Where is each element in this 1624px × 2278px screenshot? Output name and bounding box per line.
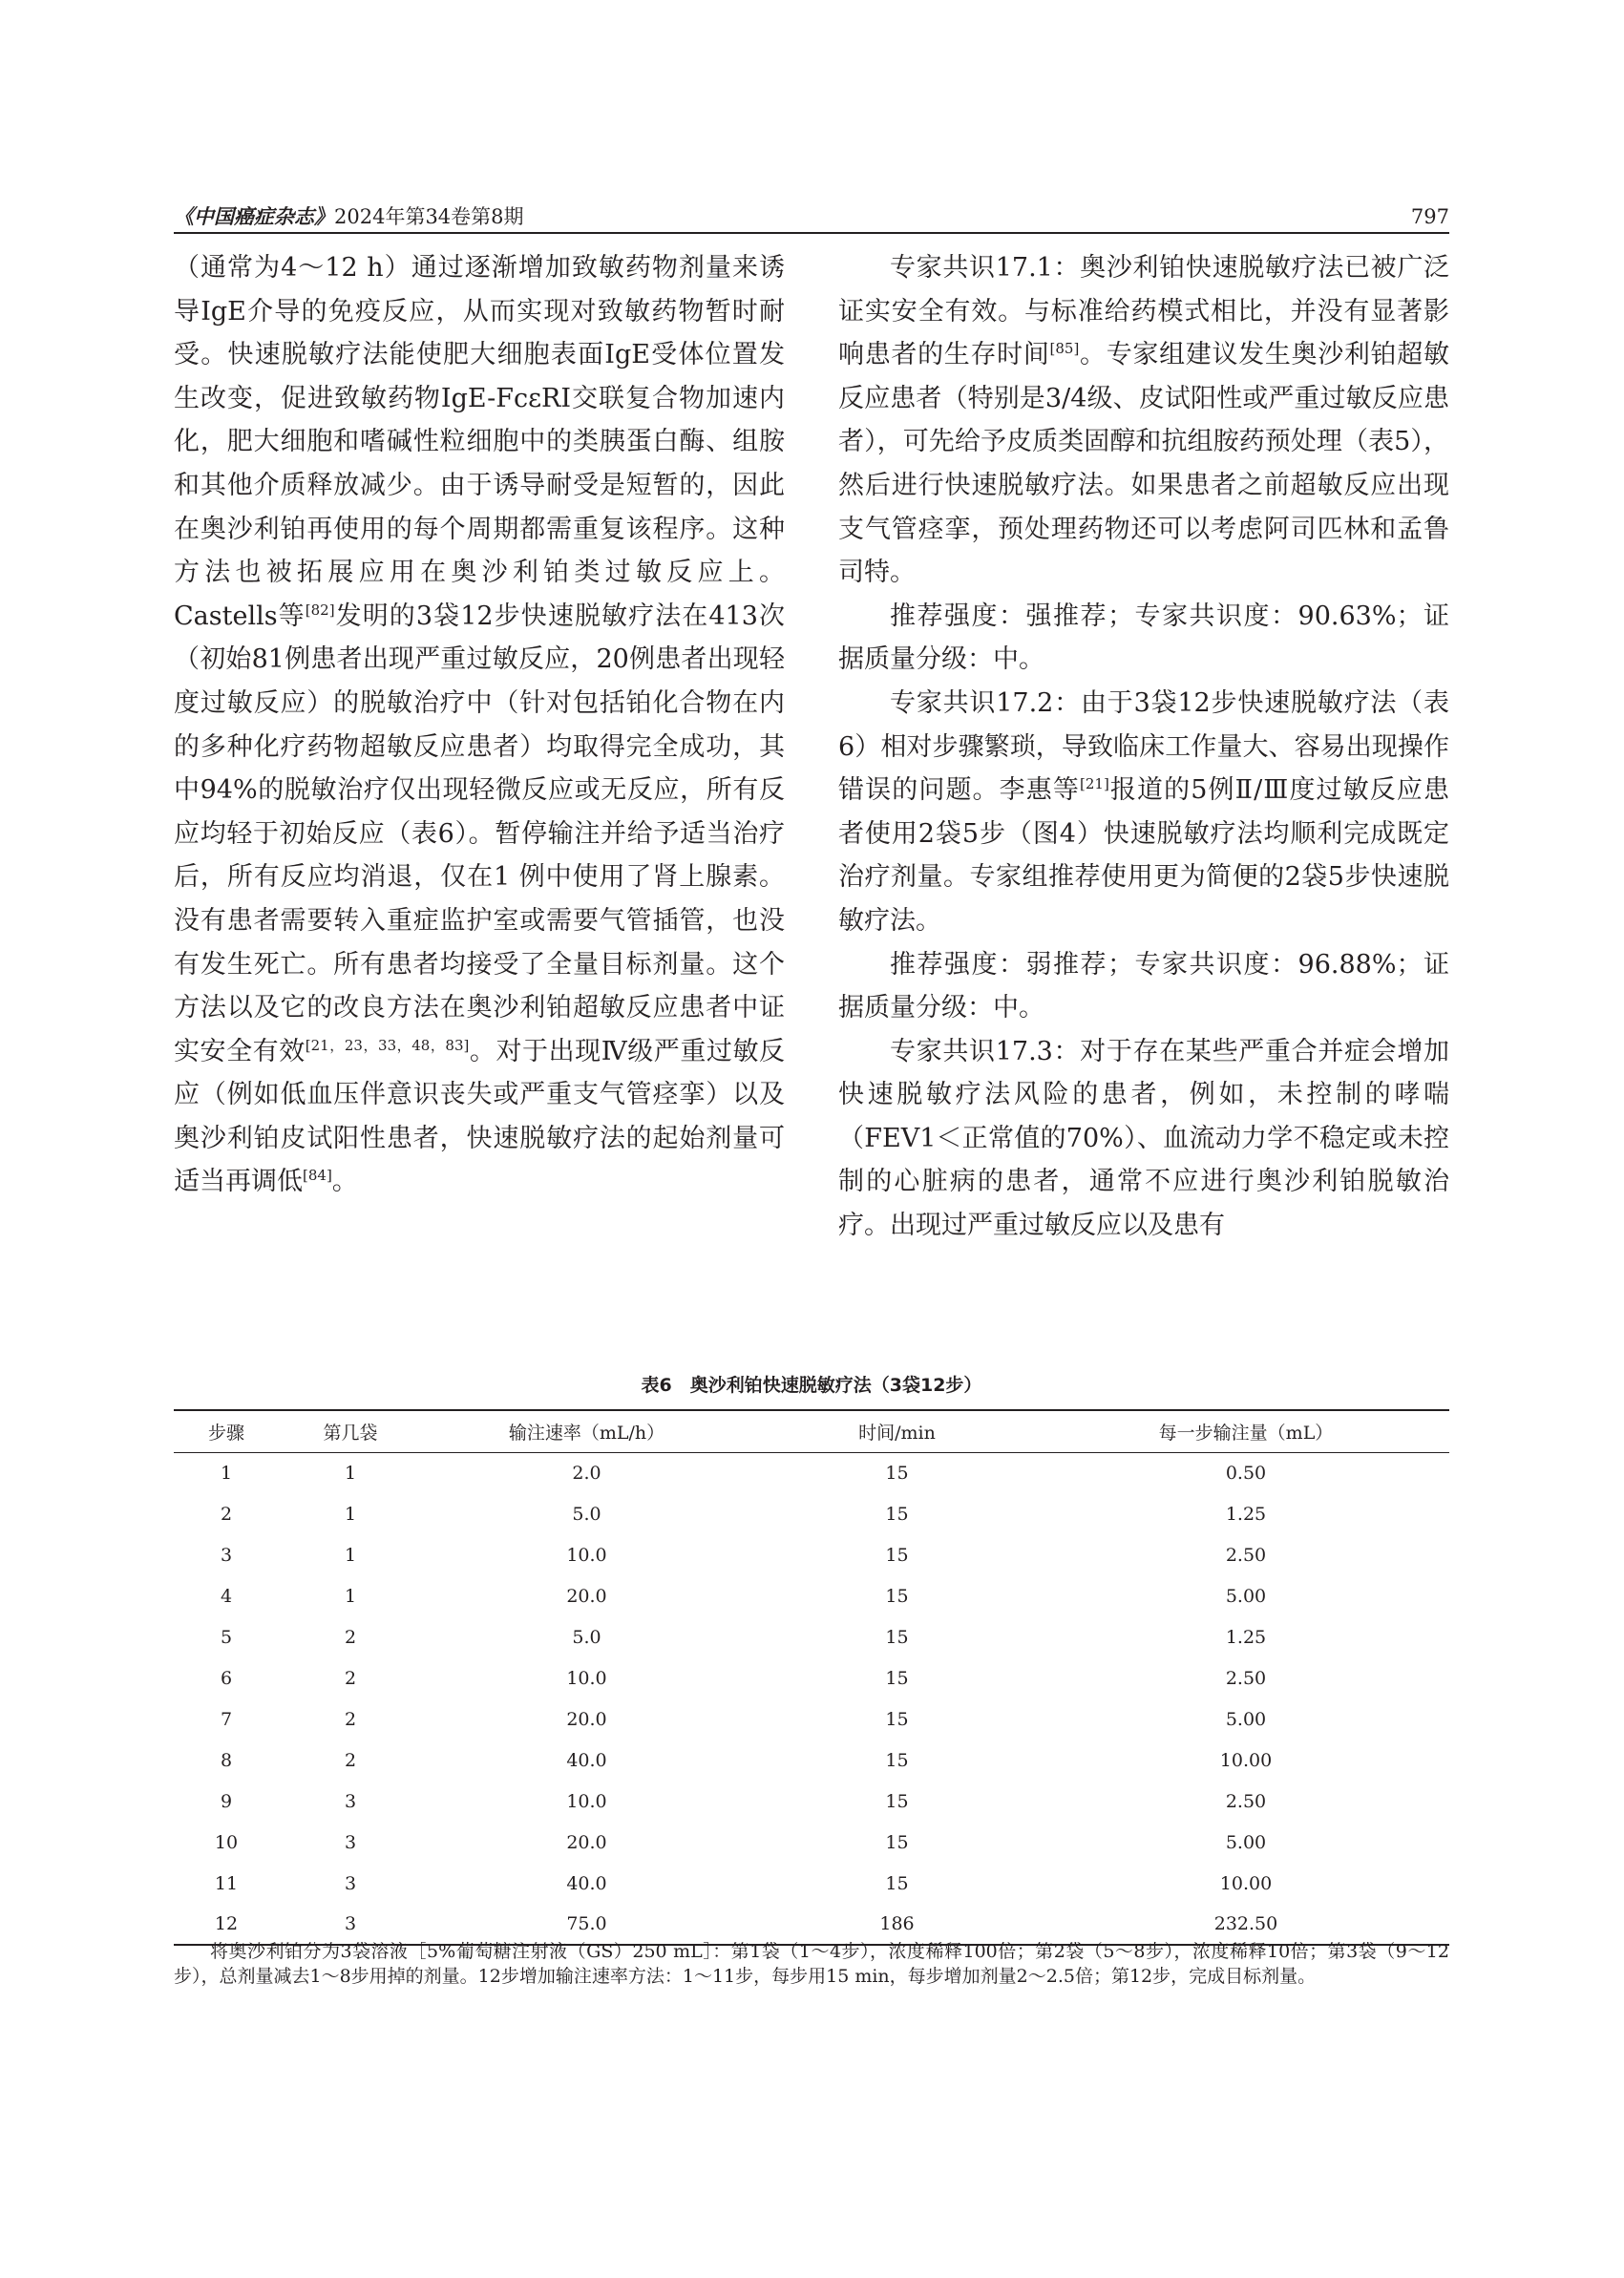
table-cell: 1: [344, 1503, 357, 1525]
text-run: （通常为4～12 h）通过逐渐增加致敏药物剂量来诱导IgE介导的免疫反应，从而实现对致敏药物暂时耐受。快速脱敏疗法能使肥大细胞表面IgE受体位置发生改变，促进致敏药物IgE-FcεRI交联复合物加速内化，肥大细胞和嗜碱性粒细胞中的类胰蛋白酶、组胺和其他介质释放减少。由于诱导耐受是短暂的，因此在奥沙利铂再使用的每个周期都需重复该程序。这种方法也被拓展应用在奥沙利铂类过敏反应上。Castells等: [174, 253, 785, 631]
column-header: 时间/min: [858, 1422, 936, 1444]
table-cell: 186: [879, 1913, 915, 1934]
text-run: 。对于出现Ⅳ级严重过敏反应（例如低血压伴意识丧失或严重支气管痉挛）以及奥沙利铂皮试阳性患者，快速脱敏疗法的起始剂量可适当再调低: [174, 1036, 786, 1197]
table-cell: 40.0: [566, 1872, 607, 1894]
table-cell: 2.50: [1225, 1544, 1267, 1566]
journal-name: 《中国癌症杂志》: [174, 204, 334, 228]
table-cell: 10: [214, 1831, 239, 1853]
column-header: 输注速率（mL/h）: [508, 1422, 665, 1444]
table-row: [174, 1863, 1449, 1904]
column-header: 第几袋: [323, 1422, 378, 1444]
table-cell: 7: [220, 1708, 233, 1730]
table-cell: 15: [885, 1749, 909, 1771]
table-cell: 8: [220, 1749, 233, 1771]
table-row: [174, 1740, 1449, 1781]
column-header: 每一步输注量（mL）: [1158, 1422, 1334, 1444]
table-cell: 10.00: [1219, 1872, 1273, 1894]
table-row: [174, 1822, 1449, 1863]
table-cell: 3: [344, 1913, 357, 1934]
table-row: [174, 1452, 1449, 1493]
table-cell: 10.0: [566, 1667, 607, 1689]
consensus-17-3: 专家共识17.3：对于存在某些严重合并症会增加快速脱敏疗法风险的患者，例如，未控制的哮喘（FEV1＜正常值的70%）、血流动力学不稳定或未控制的心脏病的患者，通常不应进行奥沙利铂脱敏治疗。出现过严重过敏反应以及患有: [838, 1036, 1449, 1241]
table-cell: 3: [344, 1872, 357, 1894]
table-caption: 表6 奥沙利铂快速脱敏疗法（3袋12步）: [641, 1375, 982, 1396]
table-row: [174, 1698, 1449, 1740]
table-row: [174, 1534, 1449, 1575]
table-cell: 75.0: [566, 1913, 607, 1934]
footnote-text: 将奥沙利铂分为3袋溶液［5%葡萄糖注射液（GS）250 mL］：第1袋（1～4步），浓度稀释100倍；第2袋（5～8步），浓度稀释10倍；第3袋（9～12步），总剂量减去1～8步用掉的剂量。12步增加输注速率方法：1～11步，每步用15 min，每步增加剂量2～2.5倍；第12步，完成目标剂量。: [174, 1941, 1449, 1987]
table-cell: 2: [344, 1626, 357, 1648]
table-cell: 15: [885, 1667, 909, 1689]
table-header-row: [174, 1410, 1449, 1452]
table-cell: 10.0: [566, 1544, 607, 1566]
table-row: [174, 1657, 1449, 1698]
table-cell: 2.50: [1225, 1667, 1267, 1689]
table-cell: 3: [344, 1831, 357, 1853]
header-rule: [174, 232, 1449, 234]
table-cell: 11: [214, 1872, 239, 1894]
table-cell: 3: [344, 1790, 357, 1812]
table-cell: 9: [220, 1790, 233, 1812]
table-cell: 2.0: [572, 1462, 601, 1484]
table-cell: 10.00: [1219, 1749, 1273, 1771]
text-run: 。: [331, 1167, 358, 1197]
table-cell: 12: [214, 1913, 239, 1934]
citation: [21]: [1080, 775, 1109, 793]
table-cell: 1: [220, 1462, 233, 1484]
table-cell: 2.50: [1225, 1790, 1267, 1812]
table-cell: 5.0: [572, 1626, 601, 1648]
table-cell: 3: [220, 1544, 233, 1566]
table-cell: 10.0: [566, 1790, 607, 1812]
table-cell: 1: [344, 1585, 357, 1607]
table-cell: 4: [220, 1585, 233, 1607]
table-cell: 15: [885, 1872, 909, 1894]
issue-info: 2024年第34卷第8期: [334, 205, 524, 228]
table-cell: 5.00: [1225, 1831, 1267, 1853]
table-cell: 6: [220, 1667, 233, 1689]
table-row: [174, 1616, 1449, 1657]
text-run: 专家共识17.2：由于3袋12步快速脱敏疗法（表6）相对步骤繁琐，导致临床工作量大、容易出现操作错误的问题。李惠等: [838, 687, 1449, 806]
recommendation-17-2: 推荐强度：弱推荐；专家共识度：96.88%；证据质量分级：中。: [838, 949, 1449, 1023]
body-paragraph: [174, 246, 785, 1204]
table-cell: 1.25: [1225, 1626, 1267, 1648]
citation: [21，23，33，48，83]: [305, 1036, 470, 1054]
table-row: [174, 1575, 1449, 1616]
page-number: 797: [1410, 205, 1449, 228]
table-cell: 1: [344, 1544, 357, 1566]
table-cell: 5: [220, 1626, 233, 1648]
table-cell: 1.25: [1225, 1503, 1267, 1525]
citation: [85]: [1049, 340, 1080, 358]
table-cell: 15: [885, 1831, 909, 1853]
table-cell: 15: [885, 1626, 909, 1648]
desensitization-table: [174, 1409, 1449, 1946]
recommendation-17-1: 推荐强度：强推荐；专家共识度：90.63%；证据质量分级：中。: [838, 601, 1449, 675]
table-cell: 20.0: [566, 1585, 607, 1607]
consensus-17-2: [838, 682, 1449, 943]
table-cell: 2: [344, 1708, 357, 1730]
table-cell: 1: [344, 1462, 357, 1484]
table-row: [174, 1781, 1449, 1822]
table-cell: 2: [220, 1503, 233, 1525]
table-cell: 0.50: [1225, 1462, 1267, 1484]
journal-issue: [174, 206, 524, 227]
table-cell: 232.50: [1213, 1913, 1278, 1934]
text-run: 报道的5例Ⅱ/Ⅲ度过敏反应患者使用2袋5步（图4）快速脱敏疗法均顺利完成既定治疗剂量。专家组推荐使用更为简便的2袋5步快速脱敏疗法。: [838, 775, 1450, 936]
table-row: [174, 1493, 1449, 1534]
table-cell: 20.0: [566, 1708, 607, 1730]
text-run: 发明的3袋12步快速脱敏疗法在413次（初始81例患者出现严重过敏反应，20例患者出现轻度过敏反应）的脱敏治疗中（针对包括铂化合物在内的多种化疗药物超敏反应患者）均取得完全成功，其中94%的脱敏治疗仅出现轻微反应或无反应，所有反应均轻于初始反应（表6）。暂停输注并给予适当治疗后，所有反应均消退，仅在1 例中使用了肾上腺素。没有患者需要转入重症监护室或需要气管插管，也没有发生死亡。所有患者均接受了全量目标剂量。这个方法以及它的改良方法在奥沙利铂超敏反应患者中证实安全有效: [174, 601, 785, 1066]
citation: [82]: [305, 601, 335, 619]
table-cell: 20.0: [566, 1831, 607, 1853]
right-column: [838, 246, 1449, 1248]
table-cell: 15: [885, 1585, 909, 1607]
table-cell: 15: [885, 1462, 909, 1484]
table-cell: 40.0: [566, 1749, 607, 1771]
consensus-17-1: [838, 246, 1449, 595]
table-cell: 15: [885, 1503, 909, 1525]
table-cell: 2: [344, 1667, 357, 1689]
column-header: 步骤: [207, 1422, 244, 1444]
table-cell: 5.0: [572, 1503, 601, 1525]
left-column: [174, 246, 785, 1204]
table-cell: 15: [885, 1790, 909, 1812]
table-cell: 5.00: [1225, 1585, 1267, 1607]
text-run: 。专家组建议发生奥沙利铂超敏反应患者（特别是3/4级、皮试阳性或严重过敏反应患者），可先给予皮质类固醇和抗组胺药预处理（表5），然后进行快速脱敏疗法。如果患者之前超敏反应出现支气管痉挛，预处理药物还可以考虑阿司匹林和孟鲁司特。: [838, 340, 1450, 588]
citation: [84]: [303, 1167, 332, 1185]
running-header: [174, 189, 1449, 227]
table-footnote: [174, 1939, 1449, 1989]
table-cell: 5.00: [1225, 1708, 1267, 1730]
table-cell: 15: [885, 1708, 909, 1730]
table-cell: 2: [344, 1749, 357, 1771]
table-cell: 15: [885, 1544, 909, 1566]
text-run: 专家共识17.1：奥沙利铂快速脱敏疗法已被广泛证实安全有效。与标准给药模式相比，并没有显著影响患者的生存时间: [838, 253, 1449, 370]
